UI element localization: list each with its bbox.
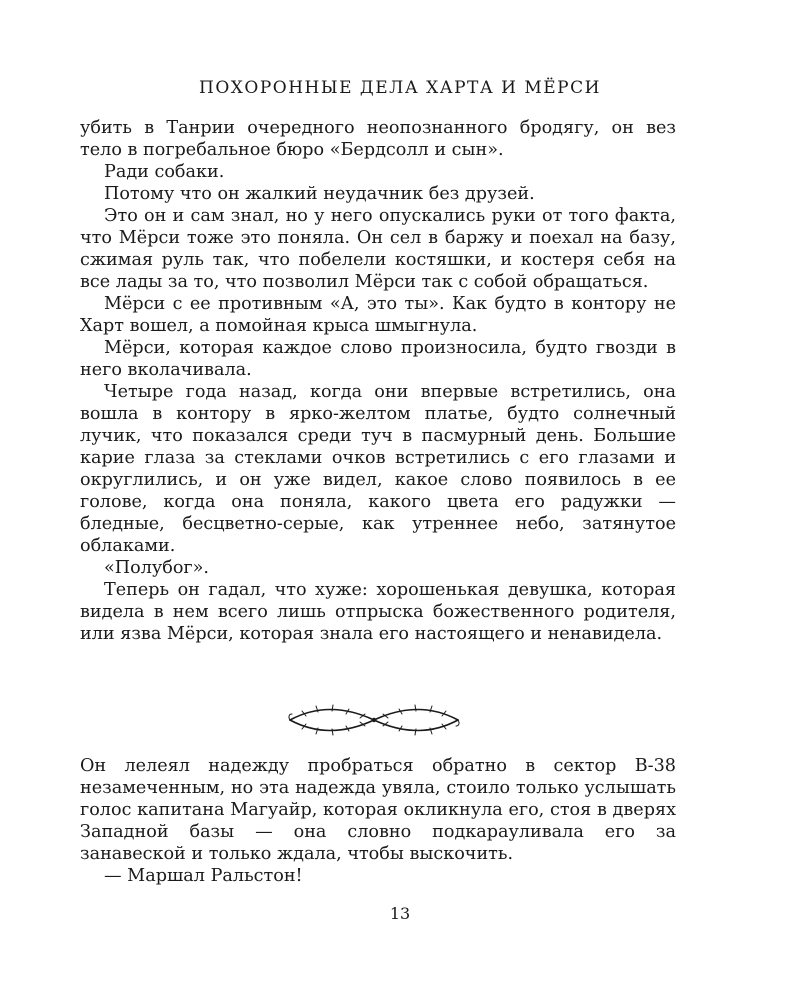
paragraph: Теперь он гадал, что хуже: хорошенькая девушка, которая видела в нем всего лишь отпрыска божественного родителя, или язва Мёрси, которая знала его настоящего и ненавидела. [80, 580, 676, 644]
paragraph: убить в Танрии очередного неопознанного бродягу, он вез тело в погребальное бюро «Бердсолл и сын». [80, 118, 676, 160]
text-block-before-ornament [80, 117, 676, 645]
paragraph: Он лелеял надежду пробраться обратно в сектор В-38 незамеченным, но эта надежда увяла, стоило только услышать голос капитана Магуайр, которая окликнула его, стоя в дверях Западной базы — она словно подкарауливала его за занавеской и только ждала, чтобы выскочить. [80, 756, 676, 864]
vine-scroll-ornament-icon [286, 700, 462, 740]
paragraph: Потому что он жалкий неудачник без друзей. [104, 184, 535, 204]
paragraph: Мёрси с ее противным «А, это ты». Как будто в контору не Харт вошел, а помойная крыса шмыгнула. [80, 294, 676, 336]
paragraph: Мёрси, которая каждое слово произносила, будто гвозди в него вколачивала. [80, 338, 676, 380]
text-block-after-ornament [80, 755, 676, 887]
running-head: ПОХОРОННЫЕ ДЕЛА ХАРТА И МЁРСИ [199, 78, 601, 98]
paragraph: Ради собаки. [104, 162, 225, 182]
page-number: 13 [389, 904, 411, 923]
paragraph: «Полубог». [104, 558, 209, 578]
paragraph: — Маршал Ральстон! [104, 866, 303, 886]
paragraph: Четыре года назад, когда они впервые встретились, она вошла в контору в ярко-желтом платье, будто солнечный лучик, что показался среди туч в пасмурный день. Большие карие глаза за стеклами очков встретились с его глазами и округлились, и он уже видел, какое слово появилось в ее голове, когда она поняла, какого цвета его радужки — бледные, бесцветно-серые, как утреннее небо, затянутое облаками. [80, 382, 676, 556]
paragraph: Это он и сам знал, но у него опускались руки от того факта, что Мёрси тоже это поняла. Он сел в баржу и поехал на базу, сжимая руль так, что побелели костяшки, и костеря себя на все лады за то, что позволил Мёрси так с собой обращаться. [80, 206, 676, 292]
